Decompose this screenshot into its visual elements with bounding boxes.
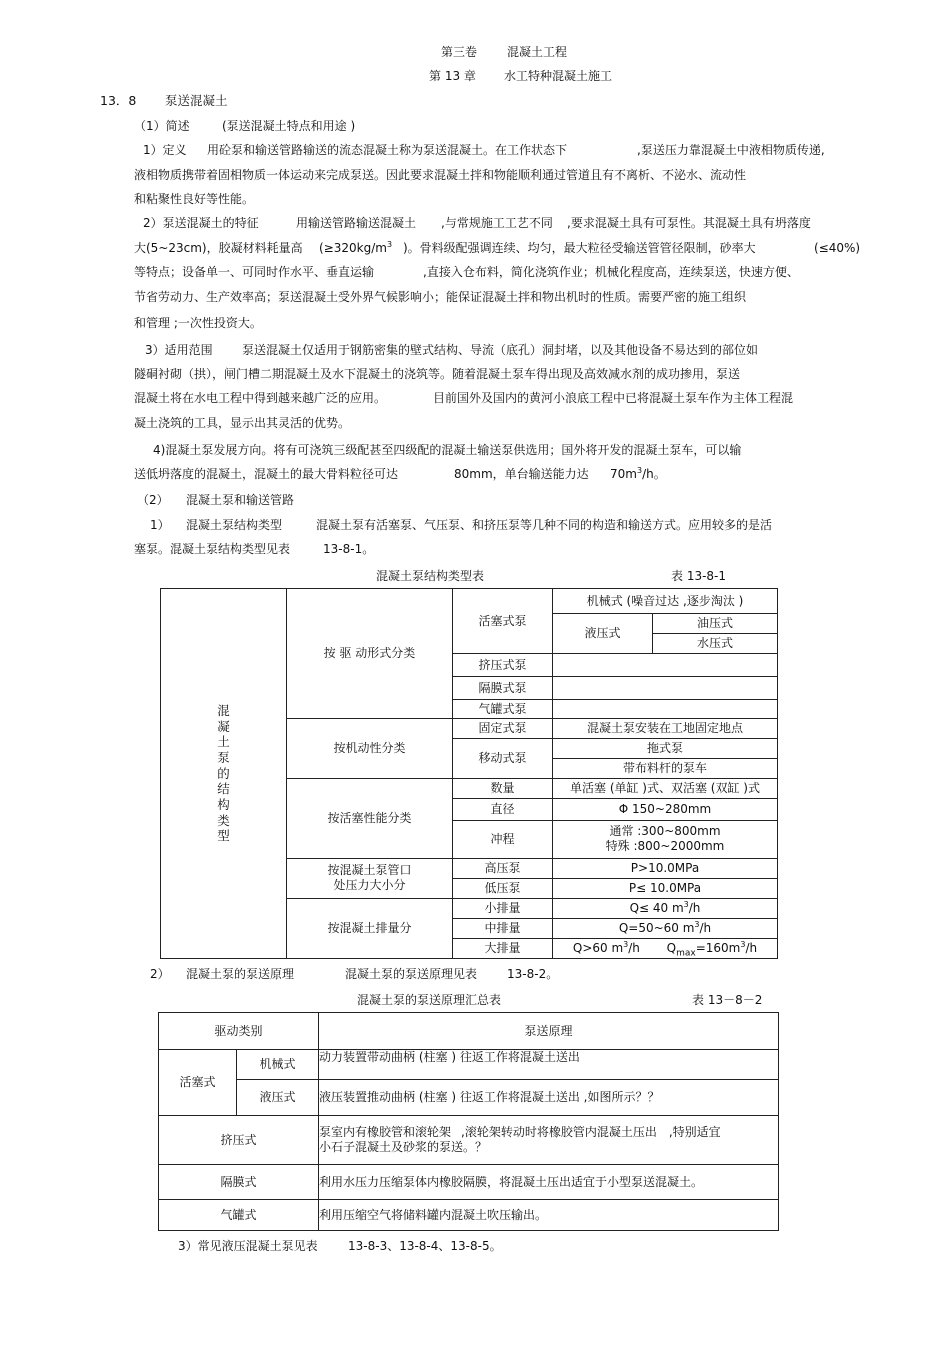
squeeze-desc: 泵室内有橡胶管和滚轮架 ,滚轮架转动时将橡胶管内混凝土压出 ,特别适宜 小石子混凝土及砂浆的泵送。？ [319, 1116, 779, 1165]
root-char: 结 [217, 781, 230, 797]
group-mobility: 按机动性分类 [287, 719, 453, 779]
empty-cell [553, 654, 778, 677]
group-drive: 按 驱 动形式分类 [287, 589, 453, 719]
development-line-2c: $70m^3/h$。 [610, 466, 666, 481]
low-pressure-pump: 低压泵 [453, 878, 553, 898]
hydraulic-type: 液压式 [237, 1080, 319, 1116]
feature-text-b: ,与常规施工工艺不同 [441, 216, 553, 230]
section-number: 13．8 [100, 93, 137, 108]
group-displacement: 按混凝土排量分 [287, 898, 453, 958]
development-line-1: 4)混凝土泵发展方向。将有可浇筑三级配甚至四级配的混凝土输送泵供选用；国外将开发的混凝土泵车，可以输 [153, 443, 742, 457]
item3-text: 3）常见液压混凝土泵见表 [178, 1239, 318, 1253]
diaphragm-desc: 利用水压力压缩泵体内橡胶隔膜，将混凝土压出适宜于小型泵送混凝土。 [319, 1165, 779, 1200]
feature-line-5: 和管理 ;一次性投资大。 [134, 316, 262, 330]
squeeze-type: 挤压式 [159, 1116, 319, 1165]
root-char: 型 [217, 828, 230, 844]
piston-count: 数量 [453, 779, 553, 799]
root-char: 构 [217, 796, 230, 812]
feature-line-4: 节省劳动力、生产效率高；泵送混凝土受外界气候影响小；能保证混凝土拌和物出机时的性质。需要严密的施工组织 [134, 290, 747, 304]
scope-text: 泵送混凝土仅适用于钢筋密集的壁式结构、导流（底孔）洞封堵，以及其他设备不易达到的部位如 [242, 343, 759, 357]
definition-label: 1）定义 [143, 143, 187, 157]
table-13-8-1 [160, 588, 778, 959]
diaphragm-pump: 隔膜式泵 [453, 677, 553, 700]
mobile-pump: 移动式泵 [453, 739, 553, 779]
table2-header-principle: 泵送原理 [319, 1013, 779, 1050]
table2-caption: 混凝土泵的泵送原理汇总表 [357, 993, 502, 1007]
item1-text: 混凝土泵有活塞泵、气压泵、和挤压泵等几种不同的构造和输送方式。应用较多的是活 [316, 518, 773, 532]
item3-ref: 13-8-3、13-8-4、13-8-5。 [348, 1239, 502, 1253]
group-pressure: 按混凝土泵管口 处压力大小分 [287, 858, 453, 898]
piston-type: 活塞式 [159, 1050, 237, 1116]
scope-line-3a: 混凝土将在水电工程中得到越来越广泛的应用。 [134, 391, 387, 405]
feature-line-2b: ($\ge 320kg/m^3$ [319, 240, 393, 255]
large-displacement: 大排量 [453, 938, 553, 958]
development-line-2b: 80mm，单台输送能力达 [454, 467, 589, 481]
small-displacement-value: Q≤ 40 $m^3/h$ [553, 898, 778, 918]
mid-displacement: 中排量 [453, 918, 553, 938]
item2-number: 2） [150, 967, 170, 981]
root-char: 凝 [217, 718, 230, 734]
table1-caption: 混凝土泵结构类型表 [376, 569, 485, 583]
low-pressure-value: P≤ 10.0MPa [553, 878, 778, 898]
table2-header-drive: 驱动类别 [159, 1013, 319, 1050]
p2-heading-number: （2） [137, 493, 169, 507]
volume-title: 混凝土工程 [507, 45, 568, 59]
piston-diameter: 直径 [453, 799, 553, 820]
root-char: 泵 [217, 750, 230, 766]
hydraulic-desc: 液压装置推动曲柄 (柱塞 ) 往返工作将混凝土送出 ,如图所示？？ [319, 1080, 779, 1116]
feature-line-2d: (≤40%) [814, 241, 861, 255]
scope-line-2: 隧硐衬砌（拱），闸门槽二期混凝土及水下混凝土的浇筑等。随着混凝土泵车得出现及高效减水剂的成功掺用，泵送 [134, 367, 741, 381]
large-displacement-value: Q>60 $m^3/h$ $Q_{max}=160m^3/h$ [553, 938, 778, 958]
feature-text-c: ,要求混凝土具有可泵性。其混凝土具有坍落度 [567, 216, 811, 230]
feature-line-3a: 等特点；设备单一、可同时作水平、垂直运输 [134, 265, 375, 279]
item2-text: 混凝土泵的泵送原理见表 [345, 967, 478, 981]
root-char: 类 [217, 812, 230, 828]
piston-pump: 活塞式泵 [453, 589, 553, 654]
item1-number: 1） [150, 518, 170, 532]
item2-label: 混凝土泵的泵送原理 [186, 967, 295, 981]
high-pressure-pump: 高压泵 [453, 858, 553, 878]
piston-diameter-value: Φ 150~280mm [553, 799, 778, 820]
scope-line-3b: 目前国外及国内的黄河小浪底工程中已将混凝土泵车作为主体工程混 [433, 391, 794, 405]
feature-line-2c: )。骨料级配强调连续、均匀，最大粒径受输送管管径限制，砂率大 [403, 241, 756, 255]
empty-cell [553, 677, 778, 700]
piston-stroke-value: 通常 :300~800mm 特殊 :800~2000mm [553, 820, 778, 858]
mechanical-type: 机械式 (噪音过达 ,逐步淘汰 ) [553, 589, 778, 614]
tank-desc: 利用压缩空气将储料罐内混凝土吹压输出。 [319, 1200, 779, 1231]
empty-cell [553, 700, 778, 719]
oil-pressure: 油压式 [653, 614, 778, 634]
item1-line-2a: 塞泵。混凝土泵结构类型见表 [134, 542, 291, 556]
hydraulic-type: 液压式 [553, 614, 653, 654]
feature-text-a: 用输送管路输送混凝土 [296, 216, 417, 230]
piston-count-value: 单活塞 (单缸 )式、双活塞 (双缸 )式 [553, 779, 778, 799]
feature-label: 2）泵送混凝土的特征 [143, 216, 259, 230]
table1-number: 表 13-8-1 [671, 569, 727, 583]
p1-heading: （1）简述 [134, 119, 190, 133]
water-pressure: 水压式 [653, 634, 778, 654]
p1-heading-note: (泵送混凝土特点和用途 ) [222, 119, 356, 133]
table1-root-cell [161, 589, 287, 959]
fixed-pump: 固定式泵 [453, 719, 553, 739]
root-char: 的 [217, 765, 230, 781]
volume-label: 第三卷 [441, 45, 478, 59]
diaphragm-type: 隔膜式 [159, 1165, 319, 1200]
table-13-8-2 [158, 1012, 779, 1231]
definition-line-2: 液相物质携带着固相物质一体运动来完成泵送。因此要求混凝土拌和物能顺利通过管道且有不离析、不泌水、流动性 [134, 168, 747, 182]
trailer-pump: 拖式泵 [553, 739, 778, 759]
tank-pump: 气罐式泵 [453, 700, 553, 719]
scope-line-4: 凝土浇筑的工具，显示出其灵活的优势。 [134, 416, 351, 430]
feature-line-3b: ,直接入仓布料，简化浇筑作业；机械化程度高，连续泵送，快速方便、 [423, 265, 799, 279]
fixed-pump-desc: 混凝土泵安装在工地固定地点 [553, 719, 778, 739]
definition-text: 用砼泵和输送管路输送的流态混凝土称为泵送混凝土。在工作状态下 [207, 143, 568, 157]
development-line-2a: 送低坍落度的混凝土，混凝土的最大骨料粒径可达 [134, 467, 399, 481]
squeeze-pump: 挤压式泵 [453, 654, 553, 677]
chapter-label: 第 13 章 [429, 69, 476, 83]
chapter-title: 水工特种混凝土施工 [504, 69, 613, 83]
group-piston: 按活塞性能分类 [287, 779, 453, 858]
root-char: 混 [217, 703, 230, 719]
mechanical-desc: 动力装置带动曲柄 (柱塞 ) 往返工作将混凝土送出 [319, 1050, 779, 1080]
tank-type: 气罐式 [159, 1200, 319, 1231]
item1-label: 混凝土泵结构类型 [186, 518, 283, 532]
definition-text-b: ,泵送压力靠混凝土中液相物质传递, [637, 143, 825, 157]
feature-line-2a: 大(5~23cm)，胶凝材料耗量高 [134, 241, 303, 255]
piston-stroke: 冲程 [453, 820, 553, 858]
small-displacement: 小排量 [453, 898, 553, 918]
boom-pump-truck: 带布料杆的泵车 [553, 759, 778, 779]
high-pressure-value: P>10.0MPa [553, 858, 778, 878]
item2-ref: 13-8-2。 [507, 967, 559, 981]
table2-number: 表 13－8－2 [692, 993, 763, 1007]
root-char: 土 [217, 734, 230, 750]
p2-heading: 混凝土泵和输送管路 [186, 493, 295, 507]
definition-line-3: 和粘聚性良好等性能。 [134, 192, 255, 206]
item1-line-2b: 13-8-1。 [323, 542, 375, 556]
section-title: 泵送混凝土 [165, 93, 228, 108]
scope-label: 3）适用范围 [145, 343, 213, 357]
mid-displacement-value: Q=50~60 $m^3/h$ [553, 918, 778, 938]
mechanical-type: 机械式 [237, 1050, 319, 1080]
